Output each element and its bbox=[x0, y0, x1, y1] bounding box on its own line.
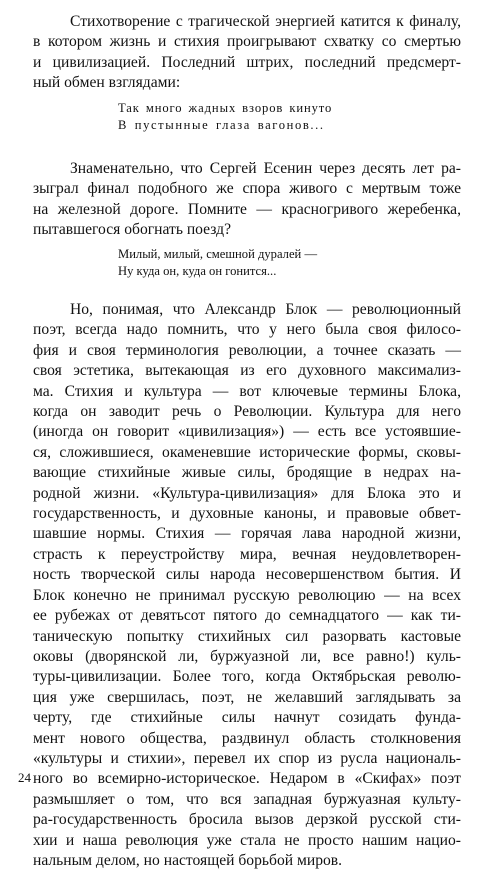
paragraph-line: ся, сложившиеся, окаменевшие исторические формы, сковы- bbox=[33, 443, 461, 461]
paragraph-line: когда он заводит речь о Революции. Культура для него bbox=[33, 403, 461, 421]
paragraph-line: своя эстетика, вытекающая из его духовного максимализ- bbox=[33, 362, 461, 380]
paragraph-line: туры-цивилизации. Более того, когда Октябрьская револю- bbox=[33, 668, 461, 686]
paragraph-line: страсть к переустройству мира, вечная неудовлетворен- bbox=[33, 545, 461, 563]
paragraph-line: зыграл финал подобного же спора живого с мертвым тоже bbox=[33, 180, 461, 198]
verse-line: Ну куда он, куда он гонится... bbox=[118, 264, 277, 278]
paragraph-line: Блок конечно не принимал русскую революцию — на всех bbox=[33, 586, 461, 604]
paragraph-line: государственность, и духовные каноны, и правовые обвет- bbox=[33, 505, 461, 523]
paragraph-line: таническую попытку стихийных сил разорвать кастовые bbox=[33, 627, 461, 645]
paragraph-2 bbox=[33, 159, 461, 241]
verse-line: Так много жадных взоров кинуто bbox=[118, 101, 333, 115]
paragraph-line: в котором жизнь и стихия проигрывают схватку со смертью bbox=[33, 33, 461, 51]
paragraph-line: ма. Стихия и культура — вот ключевые термины Блока, bbox=[33, 382, 461, 400]
paragraph-line: Знаменательно, что Сергей Есенин через десять лет ра- bbox=[70, 160, 461, 177]
paragraph-line: ее рубежах от девятьсот пятого до семнадцатого — как ти- bbox=[33, 607, 461, 625]
paragraph-line: Но, понимая, что Александр Блок — революционный bbox=[70, 301, 461, 318]
paragraph-line: вающие стихийные живые силы, бродящие в недрах на- bbox=[33, 464, 461, 482]
paragraph-line: пытавшегося обогнать поезд? bbox=[33, 221, 232, 239]
paragraph-line: шавшие нормы. Стихия — горячая лава народной жизни, bbox=[33, 525, 461, 543]
paragraph-line: хии и наша революция уже стала не просто нашим нацио- bbox=[33, 831, 461, 849]
paragraph-line: оковы (дворянской ли, буржуазной ли, все равно!) куль- bbox=[33, 647, 461, 665]
paragraph-line: Стихотворение с трагической энергией катится к финалу, bbox=[70, 13, 461, 30]
paragraph-line: ность творческой силы народа несовершенством бытия. И bbox=[33, 566, 461, 584]
paragraph-line: поэт, всегда надо помнить, что у него была своя филосо- bbox=[33, 321, 461, 339]
paragraph-line: фия и своя терминология революции, а точнее сказать — bbox=[33, 341, 461, 359]
verse-line: Милый, милый, смешной дуралей — bbox=[118, 247, 318, 261]
paragraph-3 bbox=[33, 300, 461, 871]
paragraph-1 bbox=[33, 12, 461, 94]
paragraph-line: родной жизни. «Культура-цивилизация» для Блока это и bbox=[33, 484, 461, 502]
paragraph-line: ция уже свершилась, поэт, не желавший заглядывать за bbox=[33, 688, 461, 706]
paragraph-line: черту, где стихийные силы начнут созидать фунда- bbox=[33, 709, 461, 727]
paragraph-line: размышляет о том, что вся западная буржуазная культу- bbox=[33, 790, 461, 808]
paragraph-line: мент нового общества, раздвинул область столкновения bbox=[33, 729, 461, 747]
page-number: 24 bbox=[18, 770, 31, 785]
verse-line: В пустынные глаза вагонов... bbox=[118, 118, 325, 132]
paragraph-line: на железной дороге. Помните — красногривого жеребенка, bbox=[33, 200, 461, 218]
paragraph-line: «культуры и стихии», перевел их спор из русла националь- bbox=[33, 749, 461, 767]
paragraph-line: ра-государственность бросила вызов дерзкой русской сти- bbox=[33, 811, 461, 829]
paragraph-line: нальным делом, но настоящей борьбой миров. bbox=[33, 851, 343, 869]
paragraph-line: ного во всемирно-историческое. Недаром в «Скифах» поэт bbox=[33, 770, 461, 788]
paragraph-line: и цивилизацией. Последний штрих, последний предсмерт- bbox=[33, 53, 461, 71]
verse-quote-2 bbox=[118, 246, 317, 280]
verse-quote-1 bbox=[118, 100, 332, 134]
paragraph-line: ный обмен взглядами: bbox=[33, 74, 181, 92]
paragraph-line: (иногда он говорит «цивилизация») — есть все устоявшие- bbox=[33, 423, 461, 441]
